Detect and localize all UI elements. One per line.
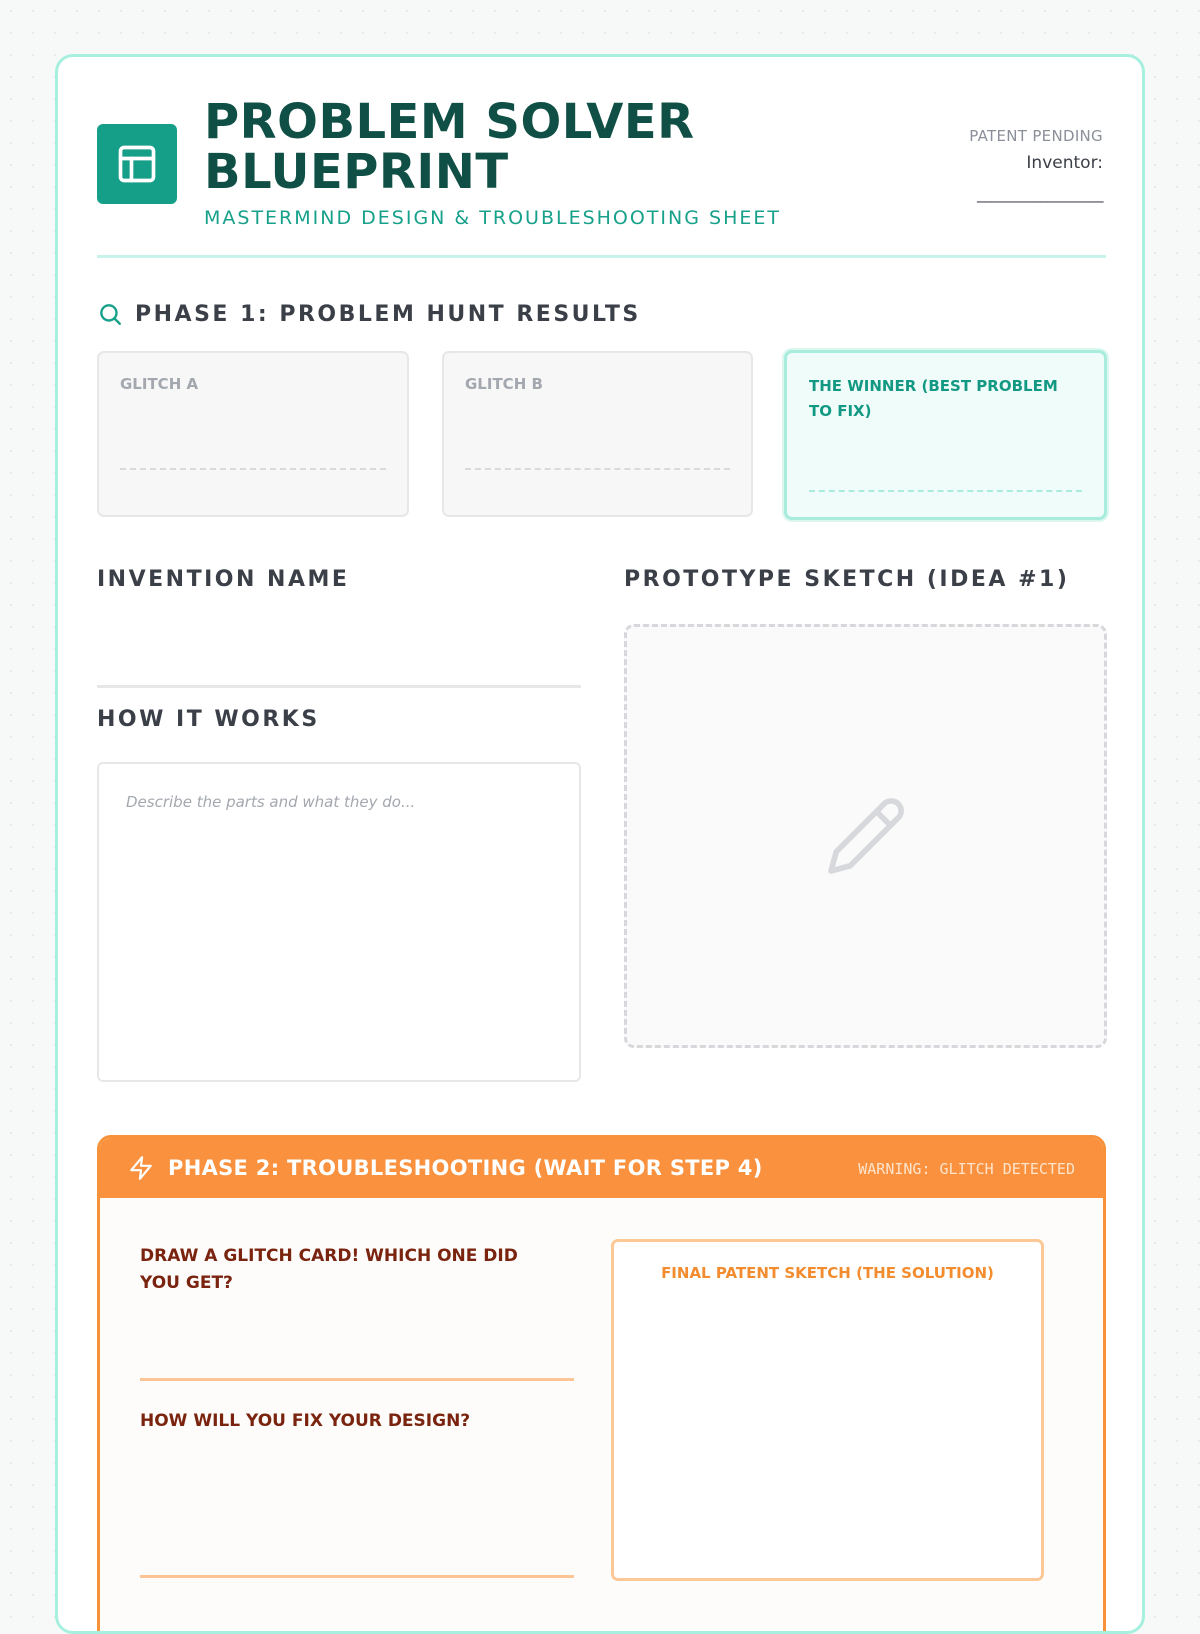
- patent-pending-label: PATENT PENDING: [969, 127, 1103, 145]
- layout-icon: [115, 142, 159, 186]
- glitch-b-label: GLITCH B: [465, 375, 543, 393]
- phase2-title: PHASE 2: TROUBLESHOOTING (WAIT FOR STEP 4): [168, 1156, 763, 1180]
- invention-name-label: INVENTION NAME: [97, 567, 350, 592]
- how-it-works-textarea[interactable]: [97, 762, 581, 1082]
- search-icon: [97, 301, 123, 327]
- fix-design-answer-line[interactable]: [140, 1575, 574, 1578]
- glitch-a-label: GLITCH A: [120, 375, 199, 393]
- page-title: PROBLEM SOLVER BLUEPRINT: [204, 94, 695, 200]
- final-patent-sketch-area[interactable]: [611, 1239, 1044, 1581]
- phase2-header-bar: [100, 1138, 1103, 1198]
- inventor-field[interactable]: __________________: [977, 185, 1103, 203]
- glitch-b-answer-line: [465, 468, 730, 470]
- phase1-heading: [97, 301, 641, 327]
- winner-label: THE WINNER (BEST PROBLEM TO FIX): [809, 377, 1058, 420]
- phase1-title: PHASE 1: PROBLEM HUNT RESULTS: [135, 301, 641, 327]
- how-it-works-placeholder: Describe the parts and what they do...: [126, 793, 416, 811]
- inventor-label: Inventor:: [1026, 153, 1103, 173]
- glitch-a-card[interactable]: [97, 351, 409, 517]
- prototype-sketch-area[interactable]: [624, 624, 1107, 1048]
- glitch-card-question: DRAW A GLITCH CARD! WHICH ONE DID YOU GET?: [140, 1246, 518, 1293]
- final-patent-sketch-label: FINAL PATENT SKETCH (THE SOLUTION): [661, 1264, 994, 1282]
- phase2-panel: [97, 1135, 1106, 1634]
- prototype-sketch-label: PROTOTYPE SKETCH (IDEA #1): [624, 567, 1070, 592]
- glitch-b-card[interactable]: [442, 351, 753, 517]
- winner-answer-line: [809, 490, 1082, 492]
- glitch-a-answer-line: [120, 468, 386, 470]
- invention-name-field[interactable]: [97, 685, 581, 688]
- fix-design-question: HOW WILL YOU FIX YOUR DESIGN?: [140, 1411, 471, 1431]
- page-subtitle: MASTERMIND DESIGN & TROUBLESHOOTING SHEET: [204, 207, 781, 229]
- winner-card[interactable]: [784, 350, 1107, 520]
- header-divider: [97, 255, 1106, 258]
- how-it-works-label: HOW IT WORKS: [97, 707, 320, 732]
- logo-badge: [97, 124, 177, 204]
- glitch-warning-label: WARNING: GLITCH DETECTED: [858, 1160, 1075, 1178]
- blueprint-sheet: [55, 54, 1145, 1634]
- pencil-icon: [824, 794, 908, 878]
- lightning-icon: [128, 1155, 154, 1181]
- glitch-card-answer-line[interactable]: [140, 1378, 574, 1381]
